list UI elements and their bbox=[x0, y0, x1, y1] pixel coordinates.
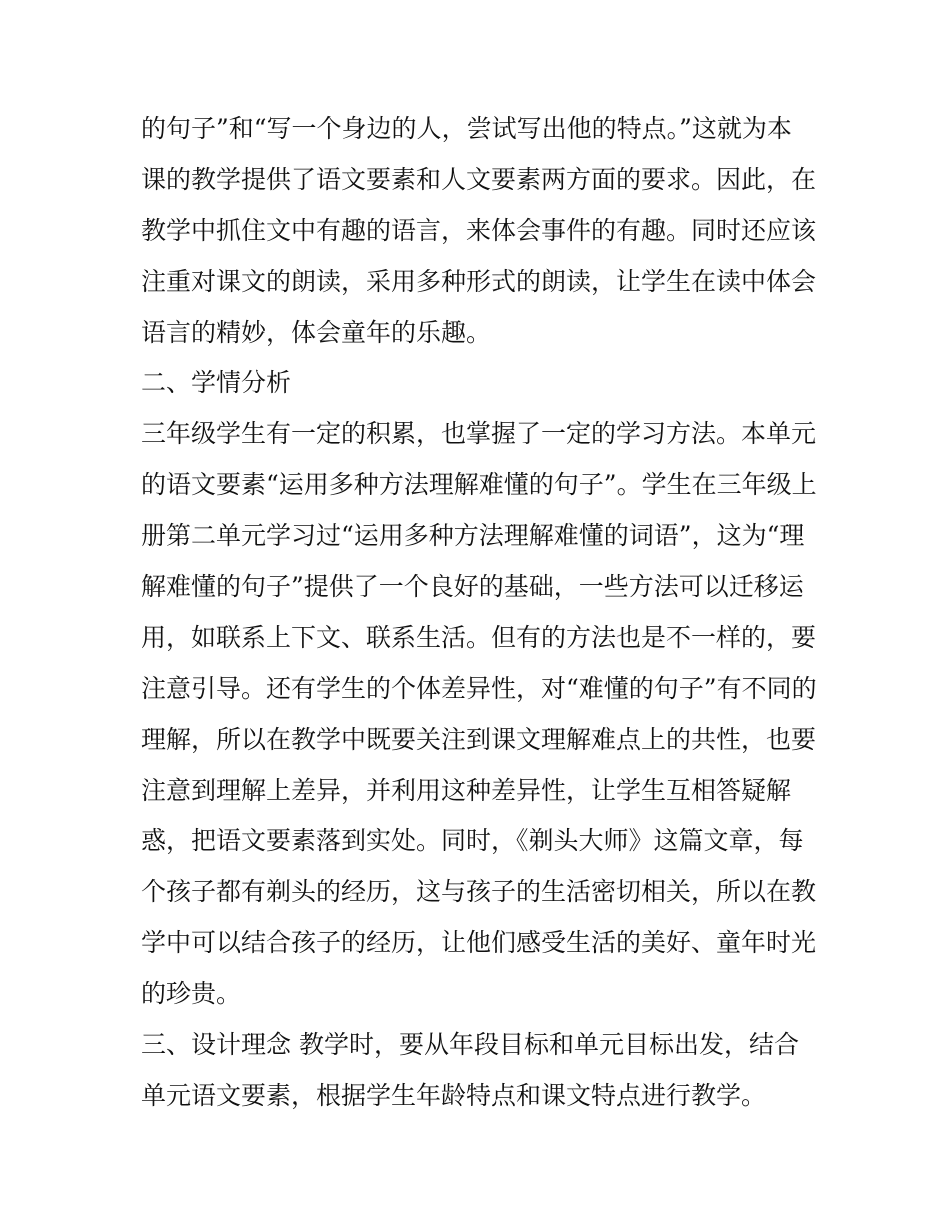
text-line: 理解，所以在教学中既要关注到课文理解难点上的共性，也要 bbox=[141, 724, 817, 754]
text-line: 注重对课文的朗读，采用多种形式的朗读，让学生在读中体会 bbox=[141, 266, 817, 296]
section-heading-design-concept: 三、设计理念 教学时，要从年段目标和单元目标出发，结合 bbox=[141, 1030, 799, 1060]
text-line: 个孩子都有剃头的经历，这与孩子的生活密切相关，所以在教 bbox=[141, 877, 817, 907]
text-line: 注意到理解上差异，并利用这种差异性，让学生互相答疑解 bbox=[141, 775, 792, 805]
text-line: 注意引导。还有学生的个体差异性，对“难懂的句子”有不同的 bbox=[141, 673, 817, 703]
text-line: 用，如联系上下文、联系生活。但有的方法也是不一样的，要 bbox=[141, 622, 817, 652]
text-line: 教学中抓住文中有趣的语言，来体会事件的有趣。同时还应该 bbox=[141, 215, 817, 245]
section-heading-learning-analysis: 二、学情分析 bbox=[141, 368, 292, 398]
text-line: 课的教学提供了语文要素和人文要素两方面的要求。因此，在 bbox=[141, 164, 817, 194]
text-line: 三年级学生有一定的积累，也掌握了一定的学习方法。本单元 bbox=[141, 419, 817, 449]
text-line: 册第二单元学习过“运用多种方法理解难懂的词语”，这为“理 bbox=[141, 521, 805, 551]
text-line: 的语文要素“运用多种方法理解难懂的句子”。学生在三年级上 bbox=[141, 470, 817, 500]
text-line: 解难懂的句子”提供了一个良好的基础，一些方法可以迁移运 bbox=[141, 572, 804, 602]
text-line: 惑，把语文要素落到实处。同时，《剃头大师》这篇文章，每 bbox=[141, 826, 804, 856]
text-line: 的珍贵。 bbox=[141, 979, 242, 1009]
document-body bbox=[141, 104, 821, 1122]
text-line: 的句子”和“写一个身边的人，尝试写出他的特点。”这就为本 bbox=[141, 114, 792, 143]
text-line: 语言的精妙，体会童年的乐趣。 bbox=[141, 317, 492, 347]
text-line: 学中可以结合孩子的经历，让他们感受生活的美好、童年时光 bbox=[141, 928, 817, 958]
text-line: 单元语文要素，根据学生年龄特点和课文特点进行教学。 bbox=[141, 1080, 767, 1110]
